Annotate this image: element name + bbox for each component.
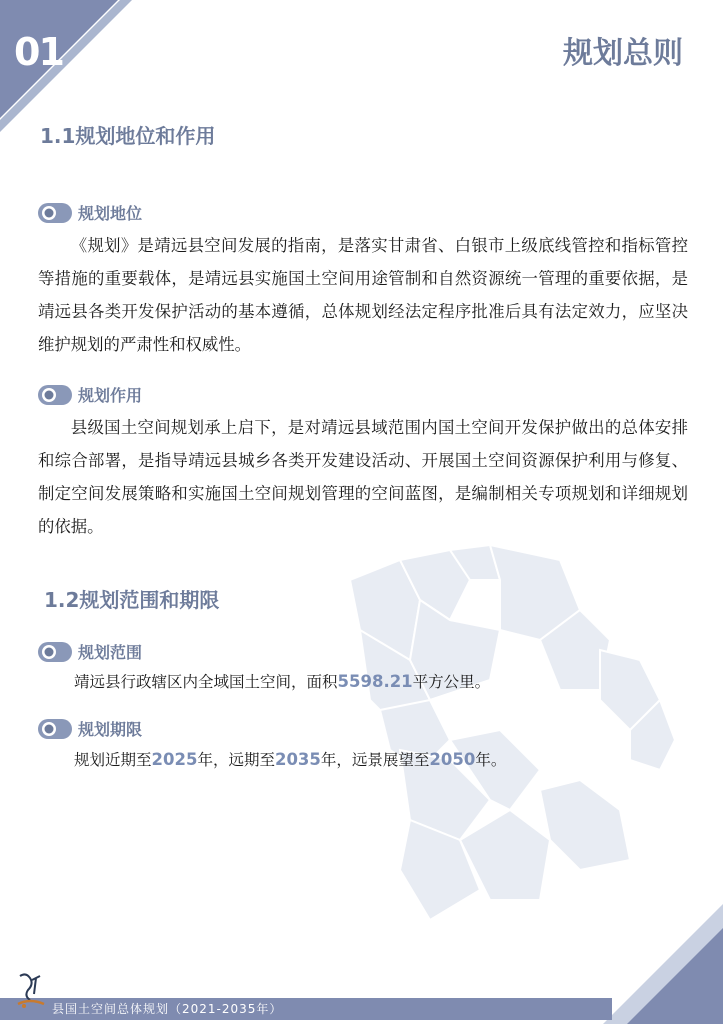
long-term-year: 2035	[274, 750, 321, 769]
subsection-title: 规划作用	[78, 386, 143, 405]
chapter-title: 规划总则	[563, 36, 683, 71]
near-term-year: 2025	[151, 750, 198, 769]
period-line	[74, 748, 506, 770]
subsection-title: 规划范围	[78, 643, 143, 662]
period-text-3: 年，远景展望至	[320, 751, 430, 769]
pill-bullet-icon	[38, 203, 72, 223]
pill-bullet-icon	[38, 642, 72, 662]
subsection-title: 规划地位	[78, 204, 143, 223]
pill-bullet-icon	[38, 385, 72, 405]
paragraph-role: 县级国土空间规划承上启下，是对靖远县域范围内国土空间开发保护做出的总体安排和综合部署，是指导靖远县城乡各类开发建设活动、开展国土空间资源保护利用与修复、制定空间发展策略和实施国土空间规划管理的空间蓝图，是编制相关专项规划和详细规划的依据。	[38, 418, 688, 536]
area-value: 5598.21	[337, 672, 413, 691]
period-text-2: 年，远期至	[197, 751, 275, 769]
period-text-1: 规划近期至	[74, 751, 152, 769]
scope-prefix: 靖远县行政辖区内全域国土空间，面积	[74, 673, 338, 691]
county-map-watermark	[337, 540, 680, 940]
subsection-heading-scope	[38, 640, 142, 663]
vision-year: 2050	[429, 750, 476, 769]
scope-line	[74, 670, 490, 692]
footer-title: 县国土空间总体规划（2021-2035年）	[52, 1002, 283, 1016]
subsection-title: 规划期限	[78, 720, 143, 739]
pill-bullet-icon	[38, 719, 72, 739]
subsection-heading-positioning	[38, 201, 142, 224]
paragraph-positioning: 《规划》是靖远县空间发展的指南，是落实甘肃省、白银市上级底线管控和指标管控等措施的重要载体，是靖远县实施国土空间用途管制和自然资源统一管理的重要依据，是靖远县各类开发保护活动的基本遵循，总体规划经法定程序批准后具有法定效力，应坚决维护规划的严肃性和权威性。	[38, 236, 688, 354]
period-text-4: 年。	[475, 751, 507, 769]
corner-decoration-bottom-right	[593, 894, 723, 1024]
subsection-heading-period	[38, 717, 142, 740]
subsection-heading-role	[38, 383, 142, 406]
section-heading-1-2: 1.2规划范围和期限	[44, 588, 220, 612]
section-heading-1-1: 1.1规划地位和作用	[40, 124, 216, 148]
scope-suffix: 平方公里。	[412, 673, 491, 691]
chapter-number: 01	[14, 30, 63, 74]
calligraphy-logo-icon	[14, 970, 48, 1010]
